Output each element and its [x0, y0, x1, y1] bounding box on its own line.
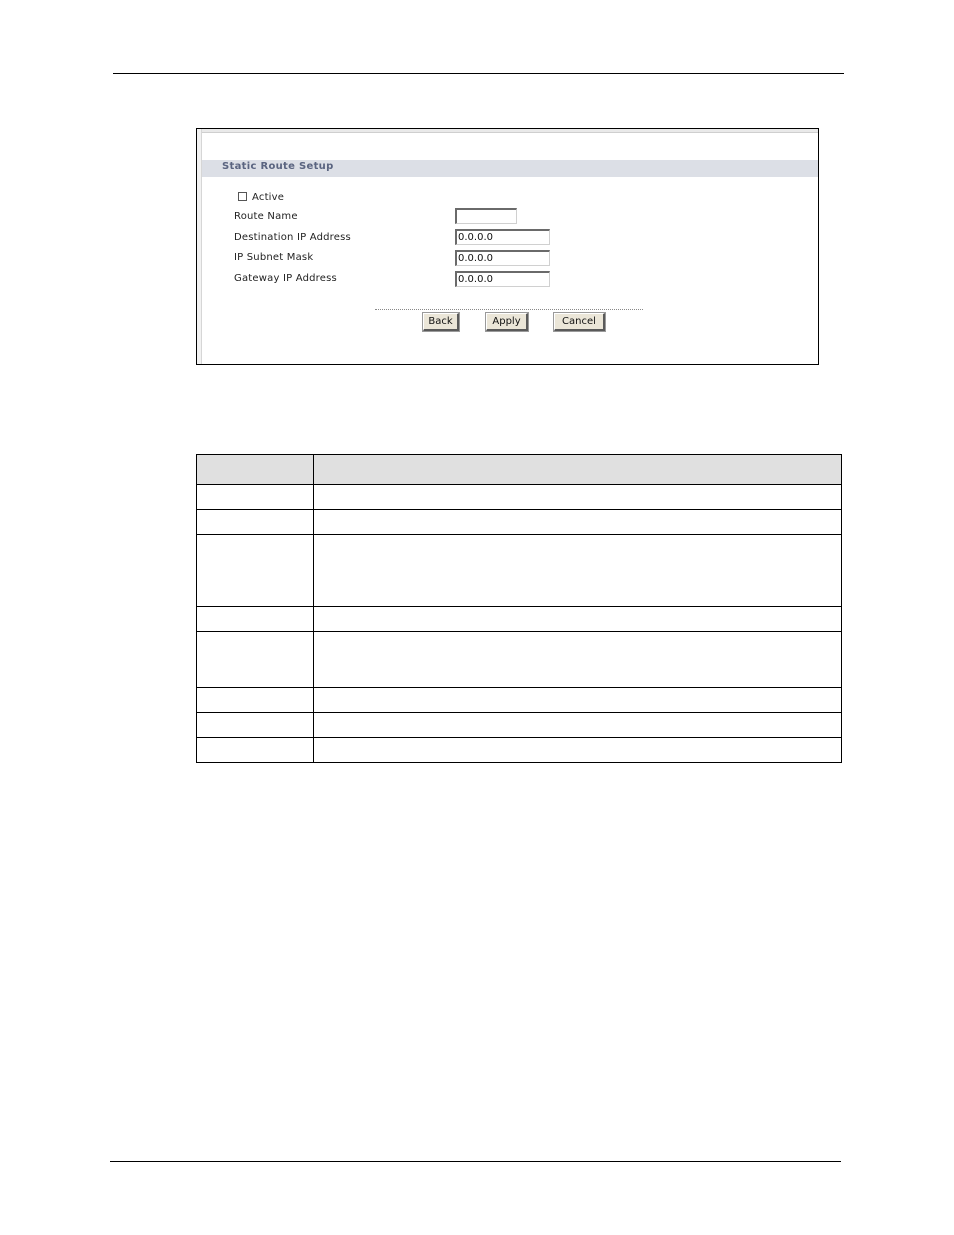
destination-ip-input[interactable]: [455, 229, 550, 245]
panel-top-edge: [197, 129, 818, 133]
active-checkbox[interactable]: [238, 192, 247, 201]
table-row: [197, 713, 842, 738]
table-cell-description: [314, 510, 842, 535]
subnet-mask-input[interactable]: [455, 250, 550, 266]
table-cell-description: [314, 485, 842, 510]
table-row: [197, 688, 842, 713]
table-row: [197, 607, 842, 632]
button-separator: [375, 309, 643, 310]
route-name-label: Route Name: [234, 211, 298, 222]
table-row: [197, 738, 842, 763]
table-cell-label: [197, 607, 314, 632]
table-header-row: [197, 455, 842, 485]
table-row: [197, 535, 842, 607]
table-cell-label: [197, 535, 314, 607]
table-row: [197, 510, 842, 535]
destination-ip-label: Destination IP Address: [234, 232, 351, 243]
footer-rule: [110, 1161, 841, 1162]
cancel-button[interactable]: Cancel: [554, 313, 605, 331]
table-cell-label: [197, 485, 314, 510]
table-cell-description: [314, 738, 842, 763]
table-header-label: [197, 455, 314, 485]
active-label: Active: [252, 192, 285, 203]
back-button[interactable]: Back: [423, 313, 459, 331]
table-cell-description: [314, 535, 842, 607]
table-row: [197, 485, 842, 510]
table-cell-description: [314, 607, 842, 632]
table-cell-description: [314, 688, 842, 713]
section-title: Static Route Setup: [222, 161, 334, 172]
table-cell-label: [197, 510, 314, 535]
table-cell-label: [197, 713, 314, 738]
table-row: [197, 632, 842, 688]
header-rule: [113, 73, 844, 74]
apply-button[interactable]: Apply: [486, 313, 528, 331]
gateway-ip-input[interactable]: [455, 271, 550, 287]
section-header-bar: [202, 160, 818, 177]
table-header-description: [314, 455, 842, 485]
static-route-setup-screenshot: [196, 128, 819, 365]
table-cell-label: [197, 738, 314, 763]
subnet-mask-label: IP Subnet Mask: [234, 252, 314, 263]
table-cell-label: [197, 688, 314, 713]
table-cell-description: [314, 713, 842, 738]
table-cell-label: [197, 632, 314, 688]
field-description-table: [196, 454, 842, 763]
route-name-input[interactable]: [455, 208, 517, 224]
table-cell-description: [314, 632, 842, 688]
gateway-ip-label: Gateway IP Address: [234, 273, 337, 284]
